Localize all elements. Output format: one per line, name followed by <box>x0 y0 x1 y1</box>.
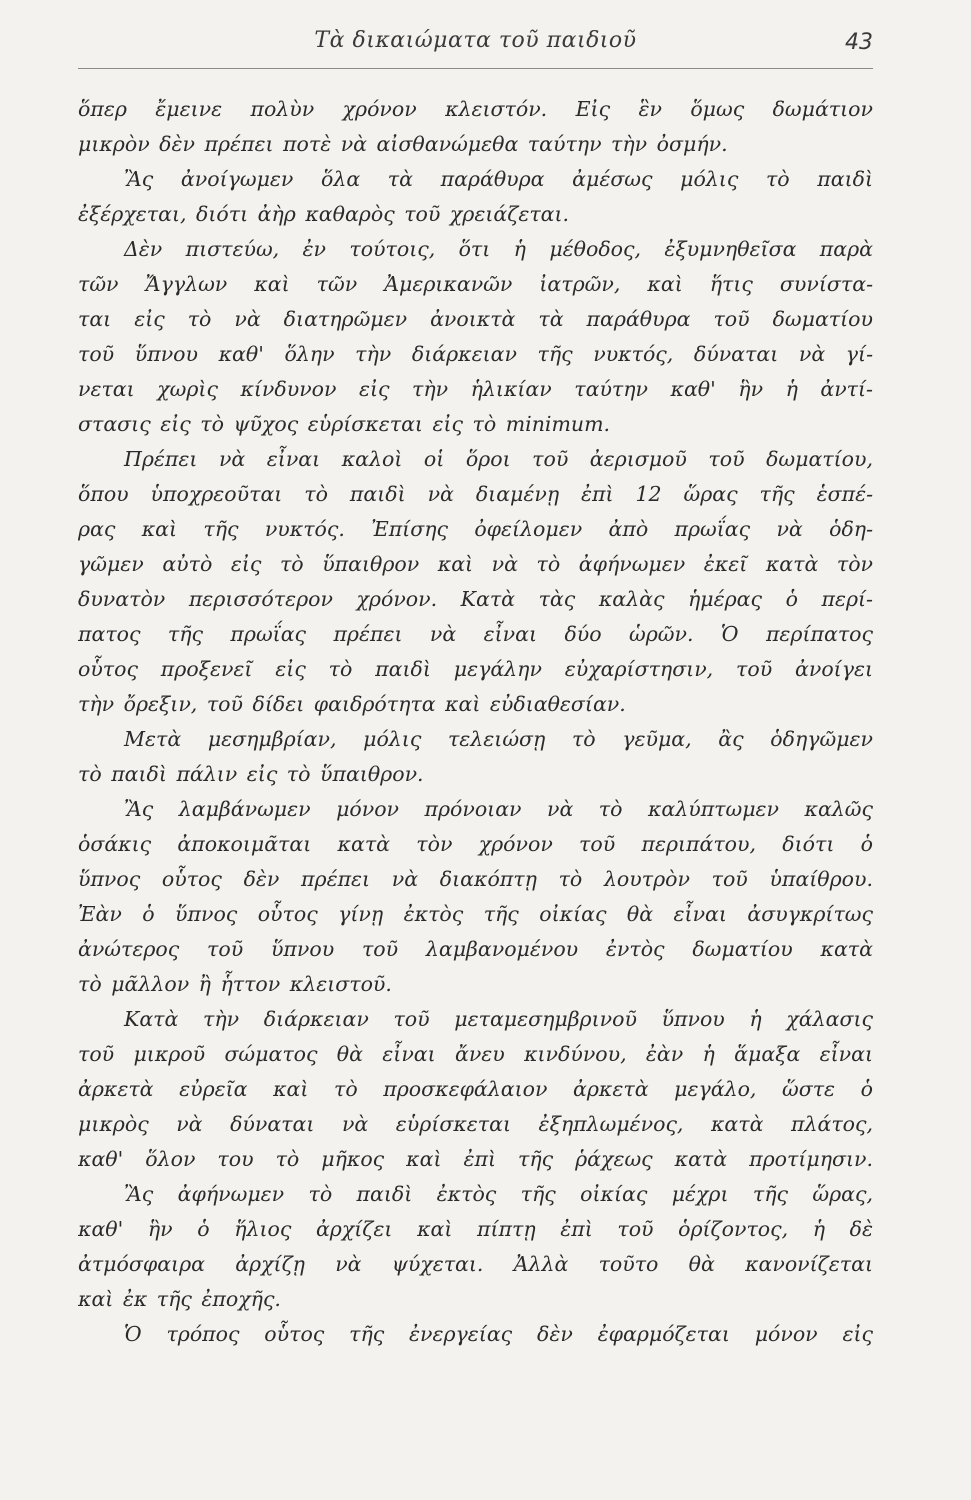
text-line: ἀρκετὰ εὐρεῖα καὶ τὸ προσκεφάλαιον ἀρκετὰ μεγάλο, ὥστε ὁ <box>78 1077 873 1101</box>
text-line: ὁσάκις ἀποκοιμᾶται κατὰ τὸν χρόνον τοῦ περιπάτου, διότι ὁ <box>78 832 873 856</box>
page-header <box>78 24 873 69</box>
text-line: τοῦ μικροῦ σώματος θὰ εἶναι ἄνευ κινδύνου, ἐὰν ἡ ἅμαξα εἶναι <box>78 1042 873 1066</box>
text-line: ἀνώτερος τοῦ ὕπνου τοῦ λαμβανομένου ἐντὸς δωματίου κατὰ <box>78 937 873 961</box>
text-line: δυνατὸν περισσότερον χρόνον. Κατὰ τὰς καλὰς ἡμέρας ὁ περί- <box>78 587 873 611</box>
text-line: τὸ παιδὶ πάλιν εἰς τὸ ὕπαιθρον. <box>78 762 424 786</box>
text-line: Ὁ τρόπος οὗτος τῆς ἐνεργείας δὲν ἐφαρμόζεται μόνον εἰς <box>124 1322 873 1346</box>
body-text <box>78 92 873 1352</box>
text-line: οὗτος προξενεῖ εἰς τὸ παιδὶ μεγάλην εὐχαρίστησιν, τοῦ ἀνοίγει <box>78 657 873 681</box>
page-number: 43 <box>845 30 873 55</box>
text-line: ὅπου ὑποχρεοῦται τὸ παιδὶ νὰ διαμένῃ ἐπὶ 12 ὥρας τῆς ἑσπέ- <box>78 482 873 506</box>
text-line: καθ' ὅλον του τὸ μῆκος καὶ ἐπὶ τῆς ῥάχεως κατὰ προτίμησιν. <box>78 1147 873 1171</box>
text-line: τοῦ ὕπνου καθ' ὅλην τὴν διάρκειαν τῆς νυκτός, δύναται νὰ γί- <box>78 342 873 366</box>
text-line: Κατὰ τὴν διάρκειαν τοῦ μεταμεσημβρινοῦ ὕπνου ἡ χάλασις <box>124 1007 873 1031</box>
text-line: Μετὰ μεσημβρίαν, μόλις τελειώσῃ τὸ γεῦμα, ἂς ὁδηγῶμεν <box>124 727 873 751</box>
text-line: Ἐὰν ὁ ὕπνος οὗτος γίνῃ ἐκτὸς τῆς οἰκίας θὰ εἶναι ἀσυγκρίτως <box>78 902 873 926</box>
text-line: ὕπνος οὗτος δὲν πρέπει νὰ διακόπτῃ τὸ λουτρὸν τοῦ ὑπαίθρου. <box>78 867 873 891</box>
text-line: στασις εἰς τὸ ψῦχος εὑρίσκεται εἰς τὸ minimum. <box>78 412 611 436</box>
text-line: καθ' ἣν ὁ ἥλιος ἀρχίζει καὶ πίπτῃ ἐπὶ τοῦ ὁρίζοντος, ἡ δὲ <box>78 1217 873 1241</box>
running-title: Τὰ δικαιώματα τοῦ παιδιοῦ <box>314 28 637 53</box>
text-line: ρας καὶ τῆς νυκτός. Ἐπίσης ὀφείλομεν ἀπὸ πρωΐας νὰ ὁδη- <box>78 517 873 541</box>
text-line: Ἂς ἀφήνωμεν τὸ παιδὶ ἐκτὸς τῆς οἰκίας μέχρι τῆς ὥρας, <box>124 1182 873 1206</box>
text-line: Δὲν πιστεύω, ἐν τούτοις, ὅτι ἡ μέθοδος, ἐξυμνηθεῖσα παρὰ <box>124 237 873 261</box>
text-line: τὸ μᾶλλον ἢ ἧττον κλειστοῦ. <box>78 972 392 996</box>
text-line: ἐξέρχεται, διότι ἀὴρ καθαρὸς τοῦ χρειάζεται. <box>78 202 570 226</box>
text-line: τῶν Ἄγγλων καὶ τῶν Ἀμερικανῶν ἰατρῶν, καὶ ἥτις συνίστα- <box>78 272 873 296</box>
text-line: Πρέπει νὰ εἶναι καλοὶ οἱ ὅροι τοῦ ἀερισμοῦ τοῦ δωματίου, <box>124 447 873 471</box>
text-line: Ἂς λαμβάνωμεν μόνον πρόνοιαν νὰ τὸ καλύπτωμεν καλῶς <box>124 797 873 821</box>
text-line: καὶ ἐκ τῆς ἐποχῆς. <box>78 1287 281 1311</box>
text-line: ἀτμόσφαιρα ἀρχίζῃ νὰ ψύχεται. Ἀλλὰ τοῦτο θὰ κανονίζεται <box>78 1252 873 1276</box>
text-line: γῶμεν αὐτὸ εἰς τὸ ὕπαιθρον καὶ νὰ τὸ ἀφήνωμεν ἐκεῖ κατὰ τὸν <box>78 552 873 576</box>
text-line: νεται χωρὶς κίνδυνον εἰς τὴν ἡλικίαν ταύτην καθ' ἣν ἡ ἀντί- <box>78 377 873 401</box>
text-line: ὅπερ ἔμεινε πολὺν χρόνον κλειστόν. Εἰς ἓν ὅμως δωμάτιον <box>78 97 873 121</box>
text-line: ται εἰς τὸ νὰ διατηρῶμεν ἀνοικτὰ τὰ παράθυρα τοῦ δωματίου <box>78 307 873 331</box>
text-line: Ἂς ἀνοίγωμεν ὅλα τὰ παράθυρα ἀμέσως μόλις τὸ παιδὶ <box>124 167 873 191</box>
text-line: πατος τῆς πρωΐας πρέπει νὰ εἶναι δύο ὡρῶν. Ὁ περίπατος <box>78 622 873 646</box>
text-line: μικρὸς νὰ δύναται νὰ εὑρίσκεται ἐξηπλωμένος, κατὰ πλάτος, <box>78 1112 873 1136</box>
text-line: μικρὸν δὲν πρέπει ποτὲ νὰ αἰσθανώμεθα ταύτην τὴν ὀσμήν. <box>78 132 728 156</box>
text-line: τὴν ὄρεξιν, τοῦ δίδει φαιδρότητα καὶ εὐδιαθεσίαν. <box>78 692 626 716</box>
